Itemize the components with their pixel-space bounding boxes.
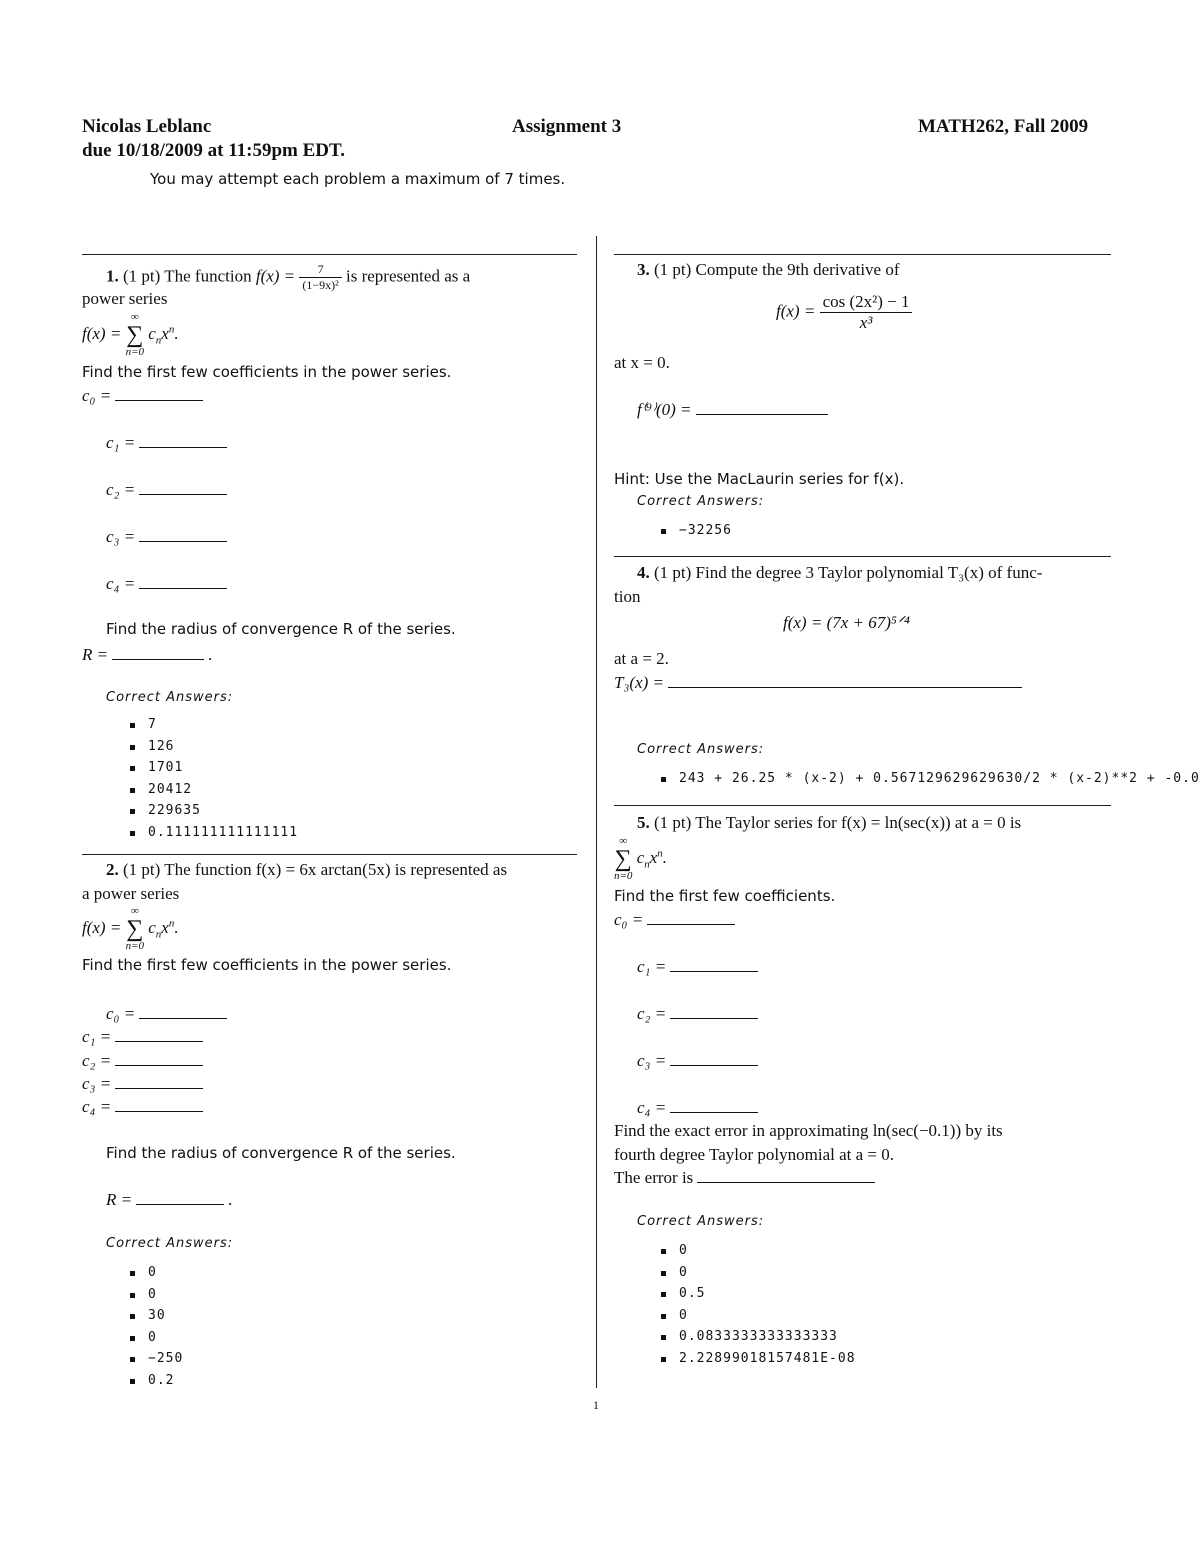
problem-2-intro bbox=[106, 860, 507, 880]
list-item: 243 + 26.25 * (x-2) + 0.567129629629630/2 * (x-2)**2 + -0.0 bbox=[661, 768, 1200, 790]
series-formula: ∞ ∑ n=0 $c_nx^n$. bbox=[614, 835, 668, 882]
c2-field[interactable] bbox=[670, 1017, 758, 1019]
c2-label: c₂ = bbox=[637, 1004, 758, 1024]
list-item: 0.2 bbox=[130, 1370, 183, 1392]
problem-1-intro: 1. (1 pt) The function f(x) = $\frac{7}{\text{(1−9x)²}}$ is represented as a bbox=[106, 262, 471, 292]
list-item: −250 bbox=[130, 1348, 183, 1370]
p1-answer-list bbox=[130, 714, 298, 843]
power-series-text: a power series bbox=[82, 884, 180, 903]
c4-label: c₄ = bbox=[82, 1097, 203, 1117]
error-field[interactable] bbox=[697, 1181, 875, 1183]
c2-label: c₂ = bbox=[82, 1051, 203, 1071]
derivative-field[interactable] bbox=[696, 413, 828, 415]
p3-answer-list bbox=[661, 520, 732, 542]
c2-label: c₂ = bbox=[106, 480, 227, 500]
error-text-2: fourth degree Taylor polynomial at a = 0. bbox=[614, 1145, 895, 1164]
correct-answers-label: Correct Answers: bbox=[106, 1236, 234, 1251]
correct-answers-label: Correct Answers: bbox=[637, 494, 765, 509]
problem-divider bbox=[614, 254, 1111, 255]
c3-label: c₃ = bbox=[637, 1051, 758, 1071]
c4-label: c₄ = bbox=[106, 574, 227, 594]
due-date: due 10/18/2009 at 11:59pm EDT. bbox=[82, 140, 346, 161]
list-item: 30 bbox=[130, 1305, 183, 1327]
c3-label: c₃ = bbox=[82, 1074, 203, 1094]
list-item: 20412 bbox=[130, 779, 298, 801]
c1-label: c₁ = bbox=[106, 433, 227, 453]
problem-divider bbox=[614, 556, 1111, 557]
problem-number: 5. bbox=[637, 813, 650, 832]
list-item: 1701 bbox=[130, 757, 298, 779]
p2-answer-list bbox=[130, 1262, 183, 1391]
c0-label: c₀ = bbox=[106, 1004, 227, 1024]
error-label: The error is bbox=[614, 1168, 875, 1188]
points: (1 pt) bbox=[654, 563, 692, 582]
function-display: f(x) = (7x + 67)⁵ᐟ⁴ bbox=[783, 613, 910, 632]
list-item: 0.5 bbox=[661, 1283, 856, 1305]
problem-number: 1. bbox=[106, 266, 119, 286]
list-item: −32256 bbox=[661, 520, 732, 542]
c3-field[interactable] bbox=[670, 1064, 758, 1066]
intro-continuation: tion bbox=[614, 587, 641, 606]
list-item: 0 bbox=[130, 1327, 183, 1349]
c0-field[interactable] bbox=[139, 1017, 227, 1019]
c0-field[interactable] bbox=[647, 923, 735, 925]
c4-field[interactable] bbox=[115, 1110, 203, 1112]
intro-text: The function f(x) = 6x arctan(5x) is represented as bbox=[164, 860, 508, 879]
radius-label: R = . bbox=[82, 645, 213, 664]
power-series-text: power series bbox=[82, 289, 168, 308]
c4-label: c₄ = bbox=[637, 1098, 758, 1118]
c3-field[interactable] bbox=[115, 1087, 203, 1089]
find-coeffs-text: Find the first few coefficients in the power series. bbox=[82, 363, 452, 381]
correct-answers-label: Correct Answers: bbox=[637, 742, 765, 757]
problem-number: 4. bbox=[637, 563, 650, 582]
list-item: 7 bbox=[130, 714, 298, 736]
correct-answers-label: Correct Answers: bbox=[637, 1214, 765, 1229]
radius-field[interactable] bbox=[112, 658, 204, 660]
radius-label: R = . bbox=[106, 1190, 233, 1209]
hint-text: Hint: Use the MacLaurin series for f(x). bbox=[614, 470, 905, 488]
taylor-field[interactable] bbox=[668, 686, 1022, 688]
c0-label: c₀ = bbox=[82, 386, 203, 406]
intro-text: Compute the 9th derivative of bbox=[695, 260, 900, 279]
problem-divider bbox=[614, 805, 1111, 806]
error-text-1: Find the exact error in approximating ln(sec(−0.1)) by its bbox=[614, 1121, 1003, 1140]
intro-text: Find the degree 3 Taylor polynomial T₃(x) of func- bbox=[695, 563, 1043, 582]
problem-5-intro bbox=[637, 813, 1021, 833]
c3-label: c₃ = bbox=[106, 527, 227, 547]
c2-field[interactable] bbox=[139, 493, 227, 495]
problem-divider bbox=[82, 254, 577, 255]
problem-4-intro bbox=[637, 563, 1042, 583]
column-divider bbox=[596, 236, 597, 1388]
radius-text: Find the radius of convergence R of the series. bbox=[106, 1144, 456, 1162]
c4-field[interactable] bbox=[670, 1111, 758, 1113]
list-item: 0.111111111111111 bbox=[130, 822, 298, 844]
points: (1 pt) bbox=[123, 266, 161, 286]
problem-number: 3. bbox=[637, 260, 650, 279]
list-item: 0 bbox=[661, 1240, 856, 1262]
intro-tail: is represented as a bbox=[346, 266, 471, 286]
c1-field[interactable] bbox=[115, 1040, 203, 1042]
problem-number: 2. bbox=[106, 860, 119, 879]
list-item: 0 bbox=[130, 1284, 183, 1306]
points: (1 pt) bbox=[654, 260, 692, 279]
find-coeffs-text: Find the first few coefficients in the power series. bbox=[82, 956, 452, 974]
intro-text: The Taylor series for f(x) = ln(sec(x)) at a = 0 is bbox=[695, 813, 1022, 832]
p5-answer-list bbox=[661, 1240, 856, 1369]
list-item: 0 bbox=[661, 1262, 856, 1284]
points: (1 pt) bbox=[654, 813, 692, 832]
c0-label: c₀ = bbox=[614, 910, 735, 930]
list-item: 126 bbox=[130, 736, 298, 758]
student-name: Nicolas Leblanc bbox=[82, 116, 212, 137]
function-lhs: f(x) = bbox=[255, 266, 296, 286]
assignment-title: Assignment 3 bbox=[512, 116, 622, 137]
attempts-note: You may attempt each problem a maximum of 7 times. bbox=[150, 170, 566, 188]
series-formula: f(x) = ∞ ∑ n=0 $c_nx^n$. bbox=[82, 905, 179, 952]
list-item: 0 bbox=[130, 1262, 183, 1284]
c3-field[interactable] bbox=[139, 540, 227, 542]
c0-field[interactable] bbox=[115, 399, 203, 401]
function-display: f(x) = $\frac{\text{cos (2x²) − 1}}{\text{x³}}$ bbox=[776, 292, 912, 333]
problem-3-intro bbox=[637, 260, 900, 280]
c2-field[interactable] bbox=[115, 1064, 203, 1066]
points: (1 pt) bbox=[123, 860, 161, 879]
c4-field[interactable] bbox=[139, 587, 227, 589]
fraction: $\frac{7}{\text{(1−9x)²}}$ bbox=[299, 262, 341, 293]
page-number: 1 bbox=[593, 1398, 599, 1412]
c1-label: c₁ = bbox=[82, 1027, 203, 1047]
derivative-label: f⁽⁹⁾(0) = bbox=[637, 400, 828, 420]
radius-text: Find the radius of convergence R of the series. bbox=[106, 620, 456, 638]
find-coeffs-text: Find the first few coefficients. bbox=[614, 887, 836, 905]
p4-answer-list bbox=[661, 768, 1200, 790]
c1-label: c₁ = bbox=[637, 957, 758, 977]
series-formula: f(x) = ∞ ∑ n=0 $c_nx^n$. bbox=[82, 311, 179, 358]
taylor-label: T₃(x) = bbox=[614, 673, 1022, 693]
problem-divider bbox=[82, 854, 577, 855]
evaluation-point: at a = 2. bbox=[614, 649, 669, 668]
correct-answers-label: Correct Answers: bbox=[106, 690, 234, 705]
radius-field[interactable] bbox=[136, 1203, 224, 1205]
evaluation-point: at x = 0. bbox=[614, 353, 670, 372]
list-item: 0 bbox=[661, 1305, 856, 1327]
c1-field[interactable] bbox=[139, 446, 227, 448]
list-item: 0.0833333333333333 bbox=[661, 1326, 856, 1348]
c1-field[interactable] bbox=[670, 970, 758, 972]
list-item: 229635 bbox=[130, 800, 298, 822]
course-name: MATH262, Fall 2009 bbox=[918, 116, 1089, 137]
list-item: 2.22899018157481E-08 bbox=[661, 1348, 856, 1370]
